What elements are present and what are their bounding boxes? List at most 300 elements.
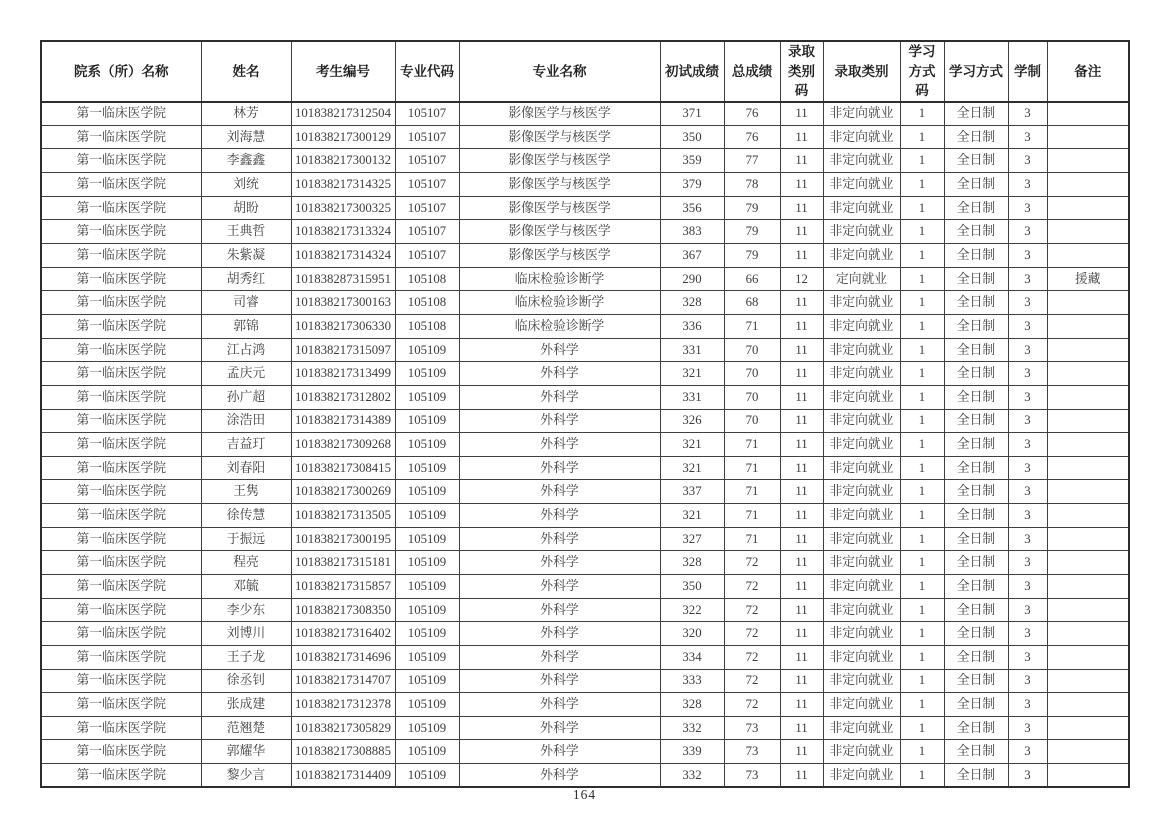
table-cell: 11 [780, 456, 823, 480]
table-cell [1047, 575, 1129, 599]
table-cell: 第一临床医学院 [41, 385, 201, 409]
table-cell: 105109 [395, 433, 459, 457]
table-cell: 11 [780, 551, 823, 575]
table-cell: 外科学 [459, 456, 660, 480]
table-cell: 71 [724, 433, 780, 457]
table-row [41, 669, 1129, 693]
table-row [41, 196, 1129, 220]
table-cell: 101838217313324 [291, 220, 395, 244]
table-cell: 1 [900, 622, 944, 646]
column-header-5: 初试成绩 [660, 41, 724, 102]
table-cell: 11 [780, 220, 823, 244]
table-cell: 1 [900, 291, 944, 315]
table-cell: 3 [1008, 385, 1047, 409]
table-cell: 第一临床医学院 [41, 291, 201, 315]
table-cell: 非定向就业 [823, 385, 900, 409]
table-cell: 356 [660, 196, 724, 220]
table-cell: 全日制 [944, 291, 1008, 315]
table-cell: 3 [1008, 149, 1047, 173]
table-cell: 1 [900, 196, 944, 220]
table-cell: 第一临床医学院 [41, 433, 201, 457]
table-cell: 王典哲 [201, 220, 291, 244]
table-cell: 1 [900, 102, 944, 126]
table-cell: 外科学 [459, 409, 660, 433]
table-cell: 全日制 [944, 575, 1008, 599]
table-cell [1047, 716, 1129, 740]
table-cell: 全日制 [944, 220, 1008, 244]
table-cell: 11 [780, 740, 823, 764]
table-cell: 70 [724, 385, 780, 409]
table-cell: 105108 [395, 314, 459, 338]
table-cell: 71 [724, 456, 780, 480]
table-cell: 3 [1008, 669, 1047, 693]
table-cell: 3 [1008, 291, 1047, 315]
table-cell: 101838217312802 [291, 385, 395, 409]
page-number: 164 [572, 787, 597, 802]
table-cell: 371 [660, 102, 724, 126]
table-cell: 333 [660, 669, 724, 693]
table-cell: 1 [900, 267, 944, 291]
table-cell: 11 [780, 693, 823, 717]
table-cell: 1 [900, 504, 944, 528]
table-cell: 70 [724, 409, 780, 433]
table-cell: 101838217315097 [291, 338, 395, 362]
table-cell: 105109 [395, 716, 459, 740]
table-cell: 101838287315951 [291, 267, 395, 291]
table-cell: 非定向就业 [823, 244, 900, 268]
table-cell: 外科学 [459, 338, 660, 362]
table-cell: 3 [1008, 338, 1047, 362]
table-cell: 江占鸿 [201, 338, 291, 362]
table-cell: 第一临床医学院 [41, 456, 201, 480]
table-cell: 外科学 [459, 740, 660, 764]
table-cell: 11 [780, 598, 823, 622]
table-cell [1047, 456, 1129, 480]
table-cell: 79 [724, 220, 780, 244]
table-row [41, 598, 1129, 622]
table-cell [1047, 480, 1129, 504]
table-cell: 全日制 [944, 527, 1008, 551]
table-cell: 外科学 [459, 598, 660, 622]
table-cell: 非定向就业 [823, 504, 900, 528]
table-cell: 101838217313499 [291, 362, 395, 386]
table-cell: 290 [660, 267, 724, 291]
table-cell: 72 [724, 645, 780, 669]
table-cell: 101838217315857 [291, 575, 395, 599]
column-header-0: 院系（所）名称 [41, 41, 201, 102]
table-row [41, 338, 1129, 362]
table-cell: 105109 [395, 740, 459, 764]
table-cell [1047, 504, 1129, 528]
table-cell: 全日制 [944, 716, 1008, 740]
table-cell: 320 [660, 622, 724, 646]
table-cell [1047, 693, 1129, 717]
table-cell: 101838217300195 [291, 527, 395, 551]
table-cell: 66 [724, 267, 780, 291]
table-row [41, 102, 1129, 126]
table-cell: 1 [900, 716, 944, 740]
table-cell: 101838217300163 [291, 291, 395, 315]
table-cell: 3 [1008, 433, 1047, 457]
table-cell: 3 [1008, 480, 1047, 504]
table-cell: 105109 [395, 669, 459, 693]
table-cell: 11 [780, 314, 823, 338]
table-cell: 非定向就业 [823, 409, 900, 433]
table-cell: 非定向就业 [823, 598, 900, 622]
table-cell [1047, 433, 1129, 457]
table-cell: 78 [724, 173, 780, 197]
table-row [41, 504, 1129, 528]
table-row [41, 551, 1129, 575]
table-cell: 105109 [395, 362, 459, 386]
table-cell: 1 [900, 480, 944, 504]
table-row [41, 716, 1129, 740]
table-cell: 334 [660, 645, 724, 669]
table-cell: 外科学 [459, 693, 660, 717]
table-cell: 第一临床医学院 [41, 693, 201, 717]
table-row [41, 575, 1129, 599]
table-cell [1047, 669, 1129, 693]
table-cell: 11 [780, 527, 823, 551]
table-cell: 105109 [395, 527, 459, 551]
table-cell: 外科学 [459, 527, 660, 551]
table-cell [1047, 409, 1129, 433]
table-row [41, 173, 1129, 197]
column-header-10: 学习方式 [944, 41, 1008, 102]
table-cell: 105107 [395, 125, 459, 149]
table-cell: 外科学 [459, 622, 660, 646]
table-cell: 1 [900, 433, 944, 457]
table-cell: 3 [1008, 575, 1047, 599]
table-cell: 3 [1008, 598, 1047, 622]
table-cell: 第一临床医学院 [41, 267, 201, 291]
table-cell: 徐丞钊 [201, 669, 291, 693]
table-cell: 1 [900, 409, 944, 433]
column-header-8: 录取类别 [823, 41, 900, 102]
table-cell: 76 [724, 102, 780, 126]
table-cell: 非定向就业 [823, 669, 900, 693]
table-cell: 3 [1008, 551, 1047, 575]
table-cell: 101838217300132 [291, 149, 395, 173]
table-cell: 黎少言 [201, 764, 291, 788]
table-cell: 第一临床医学院 [41, 125, 201, 149]
table-cell [1047, 314, 1129, 338]
table-cell [1047, 764, 1129, 788]
table-cell: 全日制 [944, 385, 1008, 409]
table-cell: 101838217309268 [291, 433, 395, 457]
table-cell: 3 [1008, 764, 1047, 788]
table-cell: 胡盼 [201, 196, 291, 220]
table-cell: 第一临床医学院 [41, 740, 201, 764]
table-cell: 331 [660, 385, 724, 409]
table-cell: 339 [660, 740, 724, 764]
table-cell: 1 [900, 598, 944, 622]
table-cell: 第一临床医学院 [41, 716, 201, 740]
table-cell [1047, 196, 1129, 220]
table-cell [1047, 551, 1129, 575]
table-cell: 3 [1008, 740, 1047, 764]
table-cell: 70 [724, 338, 780, 362]
table-cell: 11 [780, 480, 823, 504]
table-cell: 105108 [395, 291, 459, 315]
table-row [41, 244, 1129, 268]
table-cell: 327 [660, 527, 724, 551]
table-cell: 全日制 [944, 267, 1008, 291]
table-cell: 非定向就业 [823, 196, 900, 220]
table-cell: 350 [660, 575, 724, 599]
table-cell: 336 [660, 314, 724, 338]
table-cell: 影像医学与核医学 [459, 173, 660, 197]
table-cell: 全日制 [944, 456, 1008, 480]
table-cell: 第一临床医学院 [41, 196, 201, 220]
table-cell: 全日制 [944, 645, 1008, 669]
table-cell: 12 [780, 267, 823, 291]
table-cell: 359 [660, 149, 724, 173]
table-cell: 3 [1008, 409, 1047, 433]
table-row [41, 362, 1129, 386]
table-cell: 全日制 [944, 149, 1008, 173]
table-cell: 外科学 [459, 716, 660, 740]
table-cell: 105108 [395, 267, 459, 291]
table-cell: 105109 [395, 551, 459, 575]
table-cell: 张成建 [201, 693, 291, 717]
table-cell: 101838217300269 [291, 480, 395, 504]
table-cell: 非定向就业 [823, 645, 900, 669]
table-cell: 第一临床医学院 [41, 764, 201, 788]
table-cell: 1 [900, 527, 944, 551]
table-row [41, 645, 1129, 669]
table-cell: 非定向就业 [823, 456, 900, 480]
table-cell: 非定向就业 [823, 220, 900, 244]
table-cell: 322 [660, 598, 724, 622]
table-cell: 于振远 [201, 527, 291, 551]
table-cell: 司睿 [201, 291, 291, 315]
table-cell: 外科学 [459, 385, 660, 409]
table-cell: 郭耀华 [201, 740, 291, 764]
table-cell: 全日制 [944, 551, 1008, 575]
table-cell: 105109 [395, 575, 459, 599]
table-cell: 77 [724, 149, 780, 173]
table-cell: 外科学 [459, 645, 660, 669]
table-cell: 3 [1008, 716, 1047, 740]
column-header-4: 专业名称 [459, 41, 660, 102]
table-cell: 11 [780, 575, 823, 599]
table-cell: 76 [724, 125, 780, 149]
table-cell: 11 [780, 622, 823, 646]
table-cell: 全日制 [944, 480, 1008, 504]
table-cell: 326 [660, 409, 724, 433]
table-cell [1047, 362, 1129, 386]
table-cell [1047, 385, 1129, 409]
table-cell: 1 [900, 149, 944, 173]
table-cell: 1 [900, 338, 944, 362]
table-cell: 外科学 [459, 480, 660, 504]
table-cell: 321 [660, 504, 724, 528]
table-cell: 第一临床医学院 [41, 598, 201, 622]
table-cell: 非定向就业 [823, 102, 900, 126]
table-cell: 非定向就业 [823, 622, 900, 646]
table-cell: 1 [900, 669, 944, 693]
table-cell: 王隽 [201, 480, 291, 504]
table-cell: 非定向就业 [823, 480, 900, 504]
table-cell: 11 [780, 149, 823, 173]
table-cell: 11 [780, 645, 823, 669]
table-cell: 367 [660, 244, 724, 268]
table-cell: 1 [900, 362, 944, 386]
table-cell: 影像医学与核医学 [459, 125, 660, 149]
table-cell: 337 [660, 480, 724, 504]
table-cell: 第一临床医学院 [41, 504, 201, 528]
table-cell: 徐传慧 [201, 504, 291, 528]
table-cell: 3 [1008, 504, 1047, 528]
table-row [41, 125, 1129, 149]
table-cell: 79 [724, 196, 780, 220]
table-cell: 101838217314696 [291, 645, 395, 669]
table-cell: 全日制 [944, 504, 1008, 528]
table-cell: 第一临床医学院 [41, 527, 201, 551]
table-cell: 全日制 [944, 362, 1008, 386]
table-cell [1047, 338, 1129, 362]
table-cell: 非定向就业 [823, 314, 900, 338]
table-cell: 383 [660, 220, 724, 244]
table-cell: 全日制 [944, 244, 1008, 268]
table-cell: 105109 [395, 385, 459, 409]
table-cell: 外科学 [459, 764, 660, 788]
table-cell: 1 [900, 456, 944, 480]
table-cell [1047, 220, 1129, 244]
column-header-11: 学制 [1008, 41, 1047, 102]
table-cell: 11 [780, 338, 823, 362]
table-cell: 孟庆元 [201, 362, 291, 386]
table-cell: 刘统 [201, 173, 291, 197]
table-cell: 第一临床医学院 [41, 409, 201, 433]
table-cell: 非定向就业 [823, 740, 900, 764]
table-cell: 105109 [395, 480, 459, 504]
table-cell: 3 [1008, 645, 1047, 669]
table-cell: 73 [724, 764, 780, 788]
table-cell: 105109 [395, 598, 459, 622]
table-cell: 临床检验诊断学 [459, 314, 660, 338]
table-cell: 101838217308415 [291, 456, 395, 480]
table-cell: 328 [660, 551, 724, 575]
table-row [41, 220, 1129, 244]
table-cell: 全日制 [944, 102, 1008, 126]
table-cell: 影像医学与核医学 [459, 102, 660, 126]
table-cell: 第一临床医学院 [41, 338, 201, 362]
table-cell: 3 [1008, 622, 1047, 646]
table-cell: 3 [1008, 693, 1047, 717]
table-cell: 援藏 [1047, 267, 1129, 291]
table-cell: 71 [724, 527, 780, 551]
table-cell: 非定向就业 [823, 716, 900, 740]
table-cell: 第一临床医学院 [41, 314, 201, 338]
table-body [41, 102, 1129, 788]
table-cell: 72 [724, 551, 780, 575]
table-row [41, 527, 1129, 551]
table-cell: 1 [900, 173, 944, 197]
table-cell: 非定向就业 [823, 362, 900, 386]
table-cell: 非定向就业 [823, 291, 900, 315]
table-cell: 101838217300325 [291, 196, 395, 220]
table-cell: 外科学 [459, 433, 660, 457]
table-cell: 3 [1008, 244, 1047, 268]
table-row [41, 314, 1129, 338]
table-cell: 70 [724, 362, 780, 386]
table-cell: 1 [900, 385, 944, 409]
table-cell: 非定向就业 [823, 338, 900, 362]
table-cell: 11 [780, 669, 823, 693]
table-cell: 非定向就业 [823, 173, 900, 197]
table-cell: 328 [660, 291, 724, 315]
table-cell: 影像医学与核医学 [459, 196, 660, 220]
table-cell: 外科学 [459, 362, 660, 386]
table-cell: 吉益玎 [201, 433, 291, 457]
table-cell: 1 [900, 693, 944, 717]
table-cell [1047, 149, 1129, 173]
table-cell: 105107 [395, 220, 459, 244]
table-cell: 郭锦 [201, 314, 291, 338]
table-cell: 1 [900, 645, 944, 669]
table-cell: 11 [780, 291, 823, 315]
table-cell: 定向就业 [823, 267, 900, 291]
table-cell: 胡秀红 [201, 267, 291, 291]
table-cell: 王子龙 [201, 645, 291, 669]
table-cell: 101838217300129 [291, 125, 395, 149]
table-cell: 105107 [395, 102, 459, 126]
table-cell: 101838217314325 [291, 173, 395, 197]
table-row [41, 433, 1129, 457]
table-cell: 101838217314324 [291, 244, 395, 268]
table-cell: 72 [724, 622, 780, 646]
table-cell: 全日制 [944, 196, 1008, 220]
table-cell: 刘春阳 [201, 456, 291, 480]
table-cell: 全日制 [944, 125, 1008, 149]
table-cell: 全日制 [944, 693, 1008, 717]
table-cell: 范翘楚 [201, 716, 291, 740]
table-cell: 影像医学与核医学 [459, 220, 660, 244]
table-cell: 11 [780, 385, 823, 409]
table-cell: 72 [724, 598, 780, 622]
table-cell: 非定向就业 [823, 125, 900, 149]
table-cell: 105109 [395, 764, 459, 788]
table-cell: 105109 [395, 456, 459, 480]
table-cell: 379 [660, 173, 724, 197]
column-header-9: 学习方式码 [900, 41, 944, 102]
table-cell [1047, 598, 1129, 622]
table-cell: 332 [660, 716, 724, 740]
table-cell: 105109 [395, 338, 459, 362]
admissions-table [40, 40, 1130, 788]
table-cell: 3 [1008, 173, 1047, 197]
table-cell: 1 [900, 244, 944, 268]
table-cell: 全日制 [944, 622, 1008, 646]
table-cell: 全日制 [944, 598, 1008, 622]
table-cell: 非定向就业 [823, 551, 900, 575]
table-cell: 11 [780, 764, 823, 788]
table-cell: 3 [1008, 527, 1047, 551]
table-cell: 11 [780, 504, 823, 528]
table-cell: 11 [780, 362, 823, 386]
table-cell: 73 [724, 716, 780, 740]
table-cell: 非定向就业 [823, 575, 900, 599]
table-row [41, 693, 1129, 717]
table-cell: 全日制 [944, 338, 1008, 362]
table-cell: 外科学 [459, 551, 660, 575]
table-cell: 73 [724, 740, 780, 764]
table-row [41, 764, 1129, 788]
table-cell: 101838217305829 [291, 716, 395, 740]
table-cell: 邓毓 [201, 575, 291, 599]
